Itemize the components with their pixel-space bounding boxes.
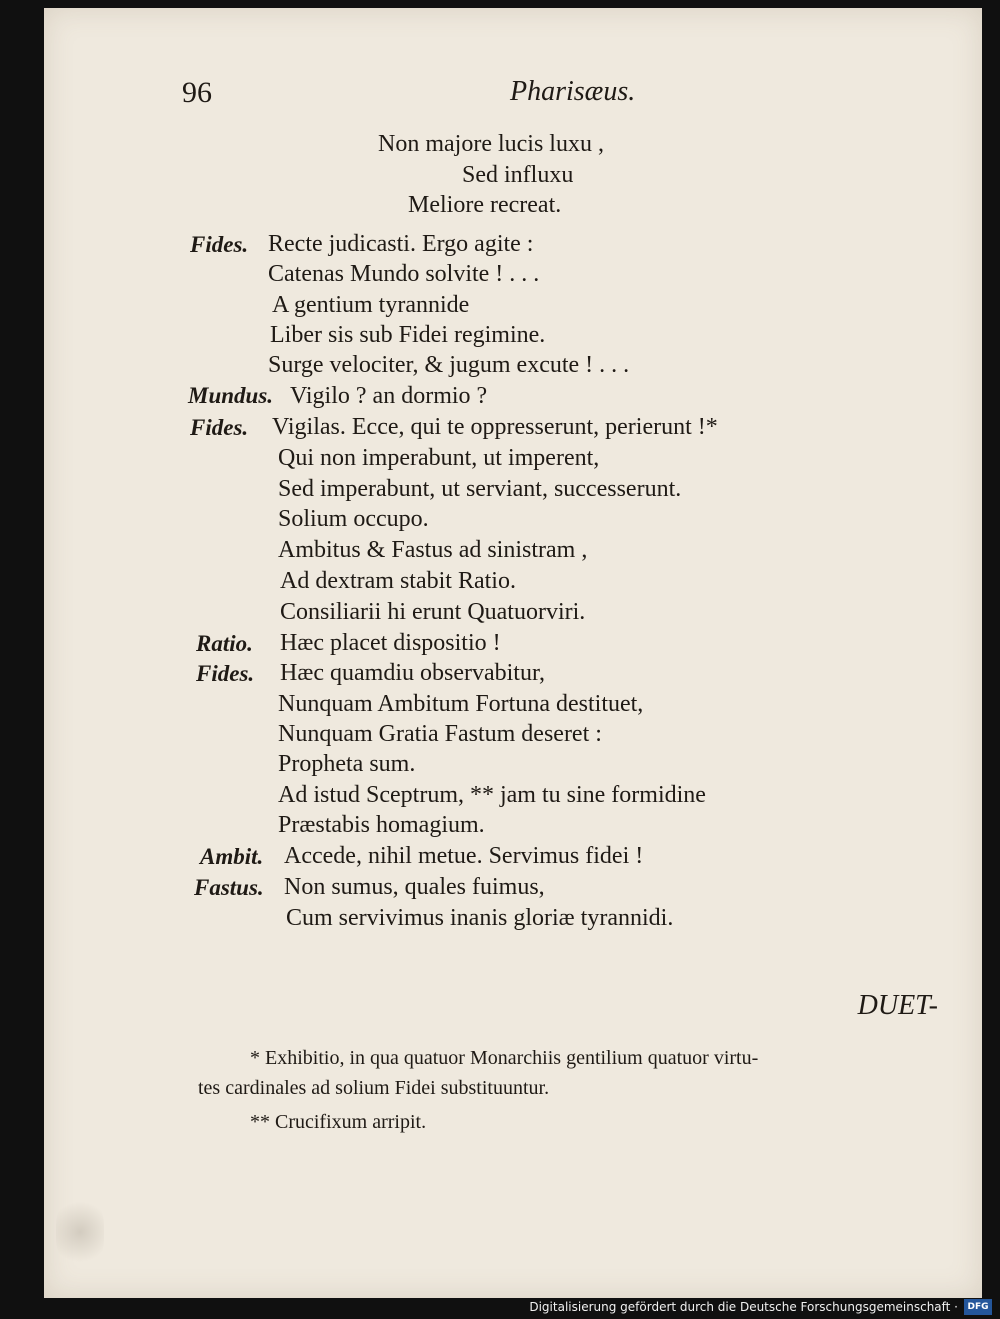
speaker-label: Mundus.: [188, 383, 274, 408]
running-title: Pharisæus.: [510, 76, 636, 107]
speaker-label: Fastus.: [194, 875, 264, 900]
footnote-2: ** Crucifixum arripit.: [250, 1111, 427, 1133]
verse-line-4: Recte judicasti. Ergo agite :: [268, 231, 534, 257]
speaker-label: Ambit.: [200, 844, 264, 869]
verse-line-11: Qui non imperabunt, ut imperent,: [278, 445, 600, 471]
verse-line-13: Solium occupo.: [278, 506, 429, 532]
dfg-logo: DFG: [964, 1299, 992, 1315]
verse-line-25: Non sumus, quales fuimus,: [284, 874, 545, 900]
verse-line-14: Ambitus & Fastus ad sinistram ,: [278, 537, 588, 563]
verse-line-24: Accede, nihil metue. Servimus fidei !: [284, 843, 644, 869]
verse-line-22: Ad istud Sceptrum, ** jam tu sine formidine: [278, 782, 706, 808]
verse-line-26: Cum servivimus inanis gloriæ tyrannidi.: [286, 905, 674, 931]
digitization-credit: Digitalisierung gefördert durch die Deutsche Forschungsgemeinschaft ·: [529, 1300, 958, 1314]
verse-line-20: Nunquam Gratia Fastum deseret :: [278, 721, 602, 747]
speaker-label: Fides.: [196, 661, 255, 686]
verse-line-23: Præstabis homagium.: [278, 812, 485, 838]
verse-line-21: Propheta sum.: [278, 751, 416, 777]
document-page: [44, 8, 982, 1298]
verse-line-19: Nunquam Ambitum Fortuna destituet,: [278, 691, 644, 717]
verse-line-10: Vigilas. Ecce, qui te oppresserunt, perierunt !*: [272, 414, 718, 440]
verse-line-17: Hæc placet dispositio !: [280, 630, 501, 656]
verse-line-6: A gentium tyrannide: [272, 292, 470, 318]
speaker-label: Ratio.: [196, 631, 253, 656]
verse-line-12: Sed imperabunt, ut serviant, successerunt.: [278, 476, 682, 502]
verse-line-1: Non majore lucis luxu ,: [378, 131, 604, 157]
speaker-label: Fides.: [190, 232, 249, 257]
paper-stain: [56, 1196, 104, 1268]
verse-line-8: Surge velociter, & jugum excute ! . . .: [268, 352, 630, 378]
page-number: 96: [182, 76, 212, 109]
verse-line-5: Catenas Mundo solvite ! . . .: [268, 261, 540, 287]
verse-line-3: Meliore recreat.: [408, 192, 562, 218]
verse-line-18: Hæc quamdiu observabitur,: [280, 660, 545, 686]
verse-line-15: Ad dextram stabit Ratio.: [280, 568, 516, 594]
footnote-1-line-1: * Exhibitio, in qua quatuor Monarchiis gentilium quatuor virtu-: [250, 1047, 759, 1069]
catchword: DUET-: [857, 990, 938, 1021]
verse-line-9: Vigilo ? an dormio ?: [290, 383, 488, 409]
footnote-1-line-2: tes cardinales ad solium Fidei substituuntur.: [198, 1077, 550, 1099]
speaker-label: Fides.: [190, 415, 249, 440]
verse-line-16: Consiliarii hi erunt Quatuorviri.: [280, 599, 586, 625]
page-header: [44, 76, 982, 116]
verse-line-2: Sed influxu: [462, 162, 574, 188]
verse-line-7: Liber sis sub Fidei regimine.: [270, 322, 546, 348]
